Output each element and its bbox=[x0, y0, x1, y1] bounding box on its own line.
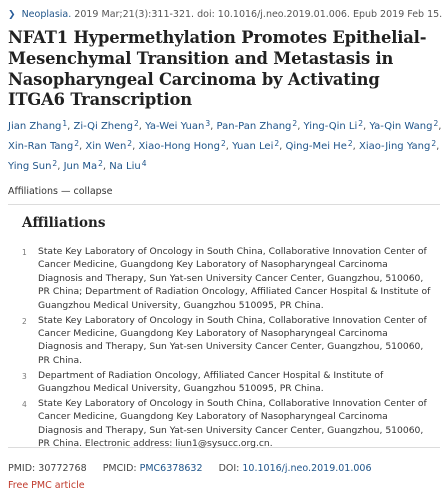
author-affiliation-number[interactable]: 2 bbox=[220, 138, 226, 148]
affiliations-heading: Affiliations bbox=[22, 215, 106, 231]
author-link[interactable] bbox=[138, 138, 226, 152]
affiliations-toggle bbox=[8, 186, 112, 197]
author-name[interactable]: Ya-Qin Wang bbox=[369, 121, 433, 132]
author-affiliation-number[interactable]: 2 bbox=[431, 138, 437, 148]
chevron-right-icon[interactable]: ❯ bbox=[8, 10, 16, 20]
article-title: NFAT1 Hypermethylation Promotes Epithelial-Mesenchymal Transition and Metastasis in Nasopharyngeal Carcinoma by Activating ITGA6 Transcription bbox=[8, 28, 427, 110]
affiliation-item bbox=[22, 245, 434, 312]
affiliation-number: 4 bbox=[22, 399, 27, 409]
author-link[interactable] bbox=[285, 138, 353, 152]
author-list: Jian Zhang$^1$, Zi-Qi Zheng$^2$, Ya-Wei Yuan$^3$, Pan-Pan Zhang$^2$, Ying-Qin Li$^2$, Ya-Qin Wang$^2$, Xin-Ran Tang$^2$, Xin Wen$^2$, Xiao-Hong Hong$^2$, Yuan Lei$^2$, Qing-Mei He$^2$, Xiao-Jing Yang$^2$, Ying Sun$^2$, Jun Ma$^2$, Na Liu$^4$ bbox=[8, 119, 442, 172]
doi-link[interactable]: 10.1016/j.neo.2019.01.006 bbox=[242, 463, 372, 474]
author-name[interactable]: Jun Ma bbox=[63, 160, 98, 172]
author-affiliation-number[interactable]: 4 bbox=[141, 158, 147, 168]
affiliations-toggle-separator: — bbox=[60, 186, 71, 197]
author-link[interactable] bbox=[145, 121, 210, 132]
author-link[interactable] bbox=[304, 121, 364, 132]
identifiers-line bbox=[8, 463, 372, 474]
journal-link[interactable]: Neoplasia. bbox=[21, 9, 72, 20]
author-affiliation-number[interactable]: 3 bbox=[205, 119, 211, 128]
affiliation-text: State Key Laboratory of Oncology in South China, Collaborative Innovation Center of Cancer Medicine, Guangdong Key Laboratory of Nasopharyngeal Carcinoma Diagnosis and Therapy, Sun Yat-sen University Cancer Center, Guangzhou, 510060, PR China. bbox=[38, 314, 427, 366]
author-name[interactable]: Jian Zhang bbox=[8, 121, 62, 132]
affiliation-item bbox=[22, 314, 434, 368]
author-affiliation-number[interactable]: 2 bbox=[98, 158, 103, 168]
affiliation-item bbox=[22, 397, 434, 451]
pmcid-link[interactable]: PMC6378632 bbox=[139, 463, 203, 474]
citation-line bbox=[8, 9, 442, 20]
author-name[interactable]: Ying Sun bbox=[8, 160, 52, 172]
author-affiliation-number[interactable]: 2 bbox=[292, 119, 298, 128]
author-link[interactable] bbox=[74, 121, 139, 132]
citation-details: 2019 Mar;21(3):311-321. doi: 10.1016/j.neo.2019.01.006. Epub 2019 Feb 15. bbox=[74, 9, 443, 20]
author-name[interactable]: Yuan Lei bbox=[232, 140, 274, 152]
author-name[interactable]: Na Liu bbox=[109, 160, 141, 172]
author-link[interactable] bbox=[85, 138, 133, 152]
collapse-link[interactable]: collapse bbox=[73, 186, 113, 197]
author-link[interactable] bbox=[232, 138, 280, 152]
affiliation-text: State Key Laboratory of Oncology in South China, Collaborative Innovation Center of Cancer Medicine, Guangdong Key Laboratory of Nasopharyngeal Carcinoma Diagnosis and Therapy, Sun Yat-sen University Cancer Center, Guangzhou, 510060, PR China; Department of Radiation Oncology, Affiliated Cancer Hospital & Institute of Guangzhou Medical University, Guangzhou 510095, PR China. bbox=[38, 246, 431, 311]
author-affiliation-number[interactable]: 2 bbox=[133, 119, 139, 128]
affiliations-list bbox=[22, 245, 434, 452]
affiliation-number: 1 bbox=[22, 248, 27, 257]
affiliation-text: Department of Radiation Oncology, Affiliated Cancer Hospital & Institute of Guangzhou Medical University, Guangzhou 510095, PR China. bbox=[38, 369, 384, 395]
author-link[interactable] bbox=[109, 158, 147, 172]
pmcid-label: PMCID: bbox=[102, 463, 137, 474]
author-name[interactable]: Ya-Wei Yuan bbox=[145, 121, 205, 132]
author-name[interactable]: Xin-Ran Tang bbox=[8, 140, 74, 152]
pmid-label: PMID: bbox=[8, 463, 36, 474]
author-link[interactable] bbox=[369, 121, 438, 132]
author-link[interactable] bbox=[63, 158, 103, 172]
author-name[interactable]: Pan-Pan Zhang bbox=[216, 121, 292, 132]
author-link[interactable] bbox=[8, 158, 58, 172]
affiliations-toggle-label: Affiliations bbox=[8, 186, 58, 197]
affiliation-text: State Key Laboratory of Oncology in South China, Collaborative Innovation Center of Cancer Medicine, Guangdong Key Laboratory of Nasopharyngeal Carcinoma Diagnosis and Therapy, Sun Yat-sen University Cancer Center, Guangzhou, 510060, PR China. Electronic address: liun1@sysucc.org.cn. bbox=[38, 397, 427, 450]
author-affiliation-number[interactable]: 2 bbox=[127, 138, 133, 148]
author-affiliation-number[interactable]: 2 bbox=[74, 138, 79, 148]
author-affiliation-number[interactable]: 2 bbox=[433, 119, 439, 128]
author-link[interactable] bbox=[359, 138, 437, 152]
author-link[interactable] bbox=[217, 121, 298, 132]
affiliations-panel bbox=[8, 204, 440, 448]
author-name[interactable]: Xiao-Hong Hong bbox=[138, 140, 220, 152]
affiliation-item bbox=[22, 369, 434, 396]
author-affiliation-number[interactable]: 2 bbox=[358, 119, 364, 128]
author-name[interactable]: Qing-Mei He bbox=[285, 140, 347, 152]
author-name[interactable]: Zi-Qi Zheng bbox=[73, 121, 133, 132]
affiliation-number: 3 bbox=[22, 371, 27, 381]
author-name[interactable]: Ying-Qin Li bbox=[303, 121, 358, 132]
author-affiliation-number[interactable]: 2 bbox=[347, 138, 353, 148]
author-name[interactable]: Xiao-Jing Yang bbox=[359, 140, 431, 152]
author-affiliation-number[interactable]: 1 bbox=[62, 119, 68, 128]
affiliation-number: 2 bbox=[22, 316, 27, 326]
author-link[interactable] bbox=[8, 121, 67, 132]
free-pmc-article-badge[interactable]: Free PMC article bbox=[8, 480, 85, 491]
pmid-value: 30772768 bbox=[38, 463, 87, 474]
author-affiliation-number[interactable]: 2 bbox=[274, 138, 280, 148]
author-affiliation-number[interactable]: 2 bbox=[52, 158, 58, 168]
doi-label: DOI: bbox=[218, 463, 240, 474]
author-link[interactable] bbox=[8, 138, 79, 152]
author-name[interactable]: Xin Wen bbox=[85, 140, 127, 152]
